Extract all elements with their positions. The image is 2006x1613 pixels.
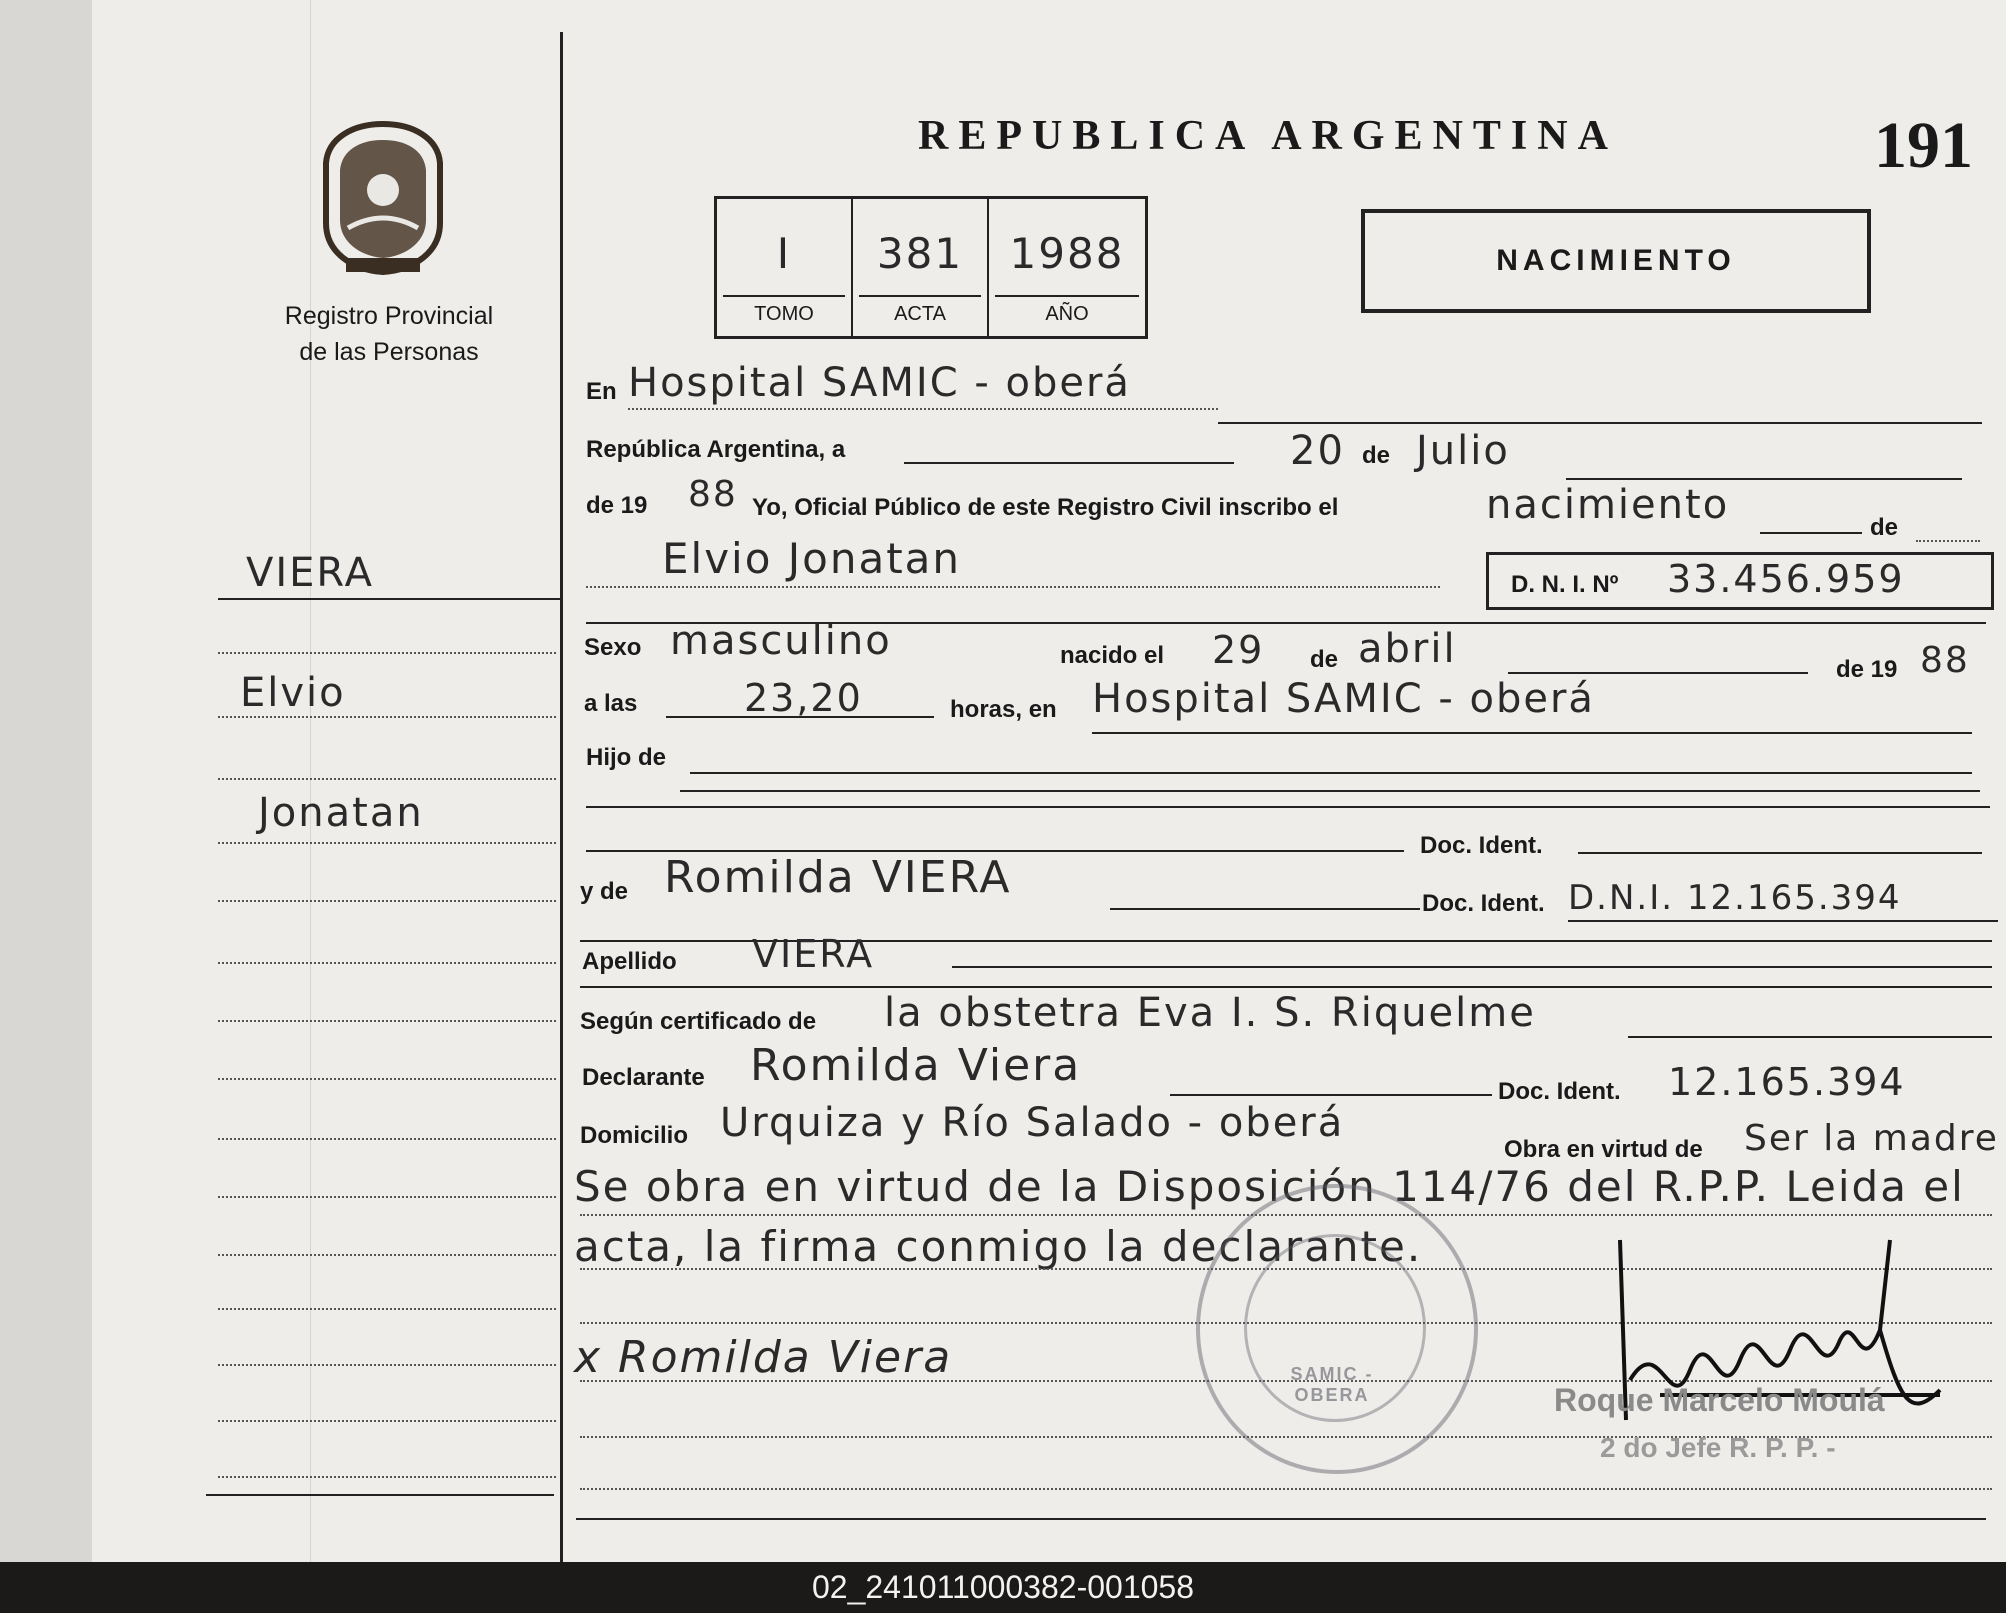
child-name: Elvio Jonatan [662, 534, 962, 583]
section-rule [586, 806, 1990, 808]
dni-label: D. N. I. Nº [1511, 571, 1619, 598]
record-number-boxes [714, 196, 1148, 339]
ano-box [989, 199, 1145, 336]
en-value: Hospital SAMIC - oberá [628, 360, 1131, 406]
registry-name-line2: de las Personas [299, 338, 479, 366]
dotted-line [1916, 540, 1980, 542]
birth-place-rule [1092, 732, 1972, 734]
stub-line [218, 716, 556, 718]
doc-ident-label-3: Doc. Ident. [1498, 1078, 1621, 1105]
note-dotted-line [580, 1488, 1992, 1490]
obra-value: Ser la madre [1744, 1118, 1999, 1159]
year-prefix-label: de 19 [586, 492, 648, 519]
domicilio-label: Domicilio [580, 1122, 689, 1149]
mother-doc-rule [1568, 920, 1998, 922]
segun-rule [1628, 1036, 1992, 1038]
yde-label: y de [580, 878, 629, 905]
mother-doc: D.N.I. 12.165.394 [1568, 878, 1902, 918]
dni-value: 33.456.959 [1667, 557, 1905, 601]
republica-label: República Argentina, a [586, 436, 846, 463]
birth-year-prefix: de 19 [1836, 656, 1898, 683]
stub-line [218, 778, 556, 780]
page-edge [0, 0, 94, 1562]
birth-place: Hospital SAMIC - oberá [1092, 676, 1595, 722]
page-crease [310, 0, 311, 1562]
inscribo-rule [1760, 532, 1862, 534]
stub-line [218, 900, 556, 902]
registry-name-line1: Registro Provincial [284, 302, 494, 330]
note-line-2: acta, la firma conmigo la declarante. [574, 1222, 1423, 1271]
acta-value: 381 [876, 229, 964, 278]
declarante-label: Declarante [582, 1064, 705, 1091]
declarante-rule [1170, 1094, 1492, 1096]
declarante-signature: x Romilda Viera [574, 1332, 953, 1383]
country-heading: REPUBLICA ARGENTINA [918, 113, 1618, 159]
stub-first-name: Elvio [240, 670, 346, 716]
birth-day: 29 [1212, 628, 1265, 672]
stub-bottom-rule [206, 1494, 554, 1496]
oficial-text: Yo, Oficial Público de este Registro Civil inscribo el [752, 494, 1339, 521]
official-title: 2 do Jefe R. P. P. - [1600, 1432, 1836, 1463]
inscribo-de-label: de [1870, 514, 1899, 541]
inscribo-value: nacimiento [1486, 482, 1730, 528]
child-name-line [586, 586, 1440, 588]
doc-ident-label-1: Doc. Ident. [1420, 832, 1543, 859]
stub-line [218, 962, 556, 964]
stub-surname: VIERA [246, 550, 374, 596]
doc-ident-label-2: Doc. Ident. [1422, 890, 1545, 917]
province-seal-icon [318, 118, 448, 278]
dni-box [1486, 552, 1994, 610]
stub-line [218, 652, 556, 654]
birth-hour: 23,20 [744, 676, 863, 720]
mother-name-rule [1110, 908, 1420, 910]
acta-box [853, 199, 989, 336]
sexo-label: Sexo [584, 634, 642, 661]
apellido-value: VIERA [752, 932, 875, 976]
bottom-rule [576, 1518, 1986, 1520]
sexo-value: masculino [670, 618, 892, 664]
apellido-label: Apellido [582, 948, 677, 975]
date-rule [904, 462, 1234, 464]
record-type-box: NACIMIENTO [1361, 209, 1871, 313]
tomo-label: TOMO [754, 303, 814, 325]
domicilio-value: Urquiza y Río Salado - oberá [720, 1100, 1345, 1146]
section-rule [580, 986, 1992, 988]
acta-label: ACTA [894, 303, 946, 325]
box-separator [859, 295, 981, 297]
ano-value: 1988 [1009, 229, 1125, 278]
birth-de-label: de [1310, 646, 1339, 673]
ano-label: AÑO [1045, 303, 1089, 325]
father-rule-2 [680, 790, 1980, 792]
segun-label: Según certificado de [580, 1008, 817, 1035]
stub-second-name: Jonatan [258, 790, 424, 836]
official-name: Roque Marcelo Moulá [1554, 1382, 1885, 1418]
stub-line [218, 1020, 556, 1022]
en-label: En [586, 378, 617, 405]
en-rule [1218, 422, 1982, 424]
nacido-label: nacido el [1060, 642, 1165, 669]
registration-year: 88 [688, 474, 738, 515]
hour-rule [666, 716, 934, 718]
hijo-label: Hijo de [586, 744, 667, 771]
father-doc-value-rule [1578, 852, 1982, 854]
stub-line [218, 1196, 556, 1198]
en-dotted-line [628, 408, 1218, 410]
stub-line [218, 1078, 556, 1080]
mother-name: Romilda VIERA [664, 852, 1012, 903]
segun-value: la obstetra Eva I. S. Riquelme [884, 990, 1536, 1036]
stub-line [218, 1254, 556, 1256]
stub-divider [560, 32, 563, 1562]
tomo-box [717, 199, 853, 336]
date-de-label: de [1362, 442, 1391, 469]
stub-line [218, 1138, 556, 1140]
stamp-center-text: SAMIC - OBERA [1290, 1364, 1374, 1405]
box-separator [723, 295, 845, 297]
official-signature-icon [1600, 1220, 1960, 1460]
registration-month: Julio [1416, 428, 1510, 474]
horas-label: horas, en [950, 696, 1057, 723]
stub-line [218, 1420, 556, 1422]
registration-day: 20 [1290, 428, 1345, 474]
obra-label: Obra en virtud de [1504, 1136, 1703, 1163]
stub-line [218, 1476, 556, 1478]
declarante-doc: 12.165.394 [1668, 1060, 1906, 1104]
stub-surname-rule [218, 598, 560, 600]
month-rule [1566, 478, 1962, 480]
birth-year: 88 [1920, 640, 1970, 681]
declarante-value: Romilda Viera [750, 1040, 1082, 1091]
page-number: 191 [1874, 109, 1973, 182]
stub-line [218, 1308, 556, 1310]
image-caption: 02_241011000382-001058 [811, 1569, 1194, 1605]
birth-month-rule [1508, 672, 1808, 674]
note-line-1: Se obra en virtud de la Disposición 114/76 del R.P.P. Leida el [574, 1162, 1965, 1211]
apellido-rule [952, 966, 1992, 968]
father-rule [690, 772, 1972, 774]
stub-line [218, 842, 556, 844]
tomo-value: I [776, 229, 792, 278]
box-separator [995, 295, 1139, 297]
stub-line [218, 1364, 556, 1366]
birth-month: abril [1358, 626, 1457, 672]
alas-label: a las [584, 690, 638, 717]
